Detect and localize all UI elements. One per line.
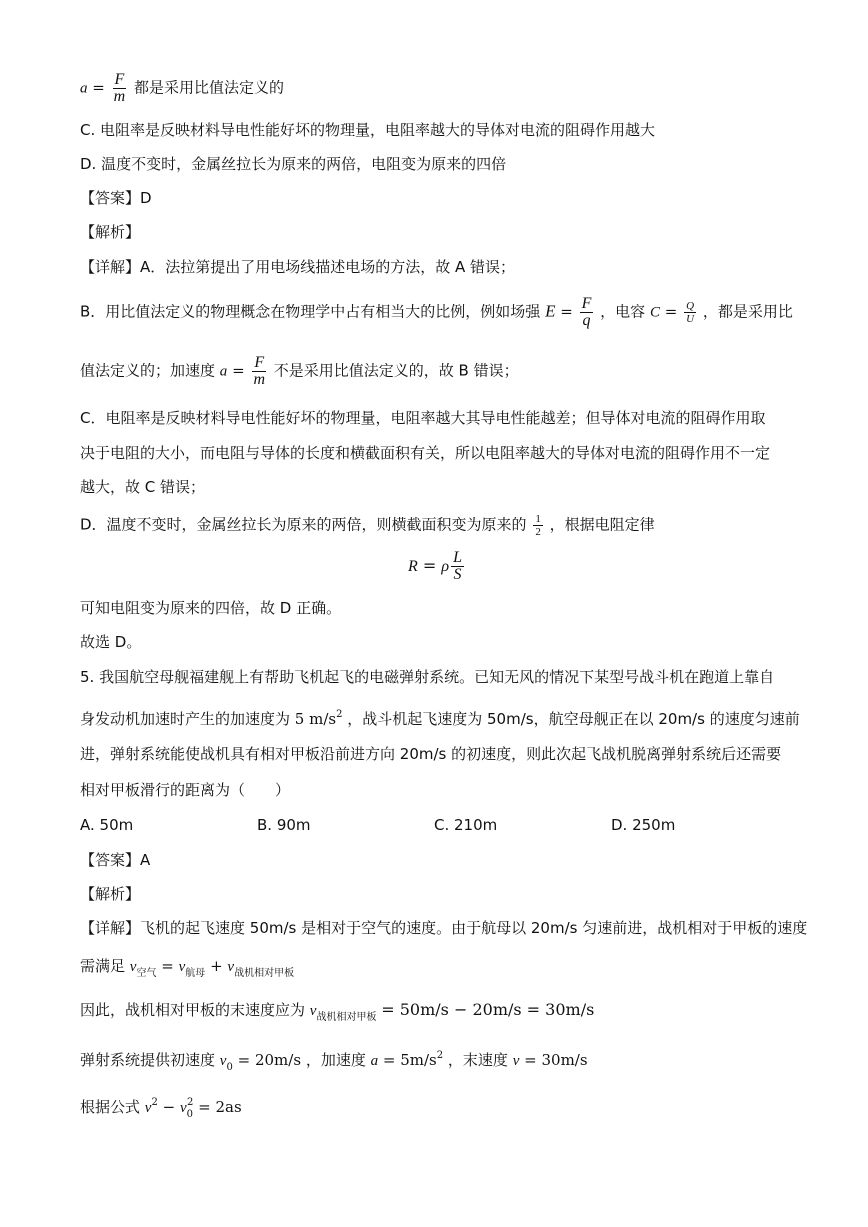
- answer-label-2: 【答案】A: [80, 851, 151, 869]
- question-5-line-2: 身发动机加速时产生的加速度为 5 $m/s^2$ ，战斗机起飞速度为 50m/s，航空母舰正在以 20m/s 的速度匀速前: [80, 709, 800, 728]
- fraction-l-over-s: $\frac{L}{S}$: [453, 549, 462, 583]
- detail-d-line-1: D．温度不变时，金属丝拉长为原来的两倍，则横截面积变为原来的 $\frac{1}{2}$ ，根据电阻定律: [80, 513, 655, 538]
- math-accel: 5 m/s: [294, 710, 337, 728]
- detail-a: 【详解】A．法拉第提出了用电场线描述电场的方法，故 A 错误；: [80, 258, 516, 276]
- analysis-label-1: 【解析】: [80, 223, 141, 241]
- math-c: C: [649, 304, 660, 321]
- detail-q5-line-3: 因此，战机相对甲板的末速度应为 $v_{战机相对甲板} = 50m/s - 20m/s = 30m/s$: [80, 1000, 595, 1023]
- option-c-original: C. 电阻率是反映材料导电性能好坏的物理量，电阻率越大的导体对电流的阻碍作用越大: [80, 121, 656, 139]
- option-b: B. 90m: [257, 816, 311, 834]
- choice-d-selected: 故选 D。: [80, 633, 142, 651]
- detail-q5-line-2: 需满足 $v_{空气} = v_{航母} + v_{战机相对甲板}$: [80, 957, 295, 979]
- detail-q5-line-5: 根据公式 $v^2 - v_0^2 = 2as$: [80, 1097, 242, 1120]
- line-1-text: 都是采用比值法定义的: [133, 78, 284, 97]
- detail-c-line-3: 越大，故 C 错误；: [80, 478, 206, 496]
- detail-c-line-2: 决于电阻的大小，而电阻与导体的长度和横截面积有关，所以电阻率越大的导体对电流的阻碍作用不一定: [80, 444, 771, 462]
- fraction-f-over-q: $\frac{F}{q}$: [581, 295, 592, 329]
- option-d-original: D. 温度不变时，金属丝拉长为原来的两倍，电阻变为原来的四倍: [80, 155, 507, 173]
- detail-d-conclusion: 可知电阻变为原来的四倍，故 D 正确。: [80, 599, 342, 617]
- option-d: D. 250m: [611, 816, 676, 834]
- fraction-q-over-u: $\frac{Q}{U}$: [686, 300, 695, 325]
- fraction-f-over-m: $\frac{F}{m}$: [113, 71, 126, 105]
- fraction-one-half: $\frac{1}{2}$: [535, 513, 541, 538]
- fraction-f-over-m-2: $\frac{F}{m}$: [253, 354, 265, 388]
- math-e: E: [545, 301, 556, 321]
- text-line-1: [80, 72, 284, 105]
- math-a: a: [80, 80, 88, 97]
- resistance-formula: R = ρ $\frac{L}{S}$: [408, 549, 462, 583]
- question-5-line-1: 5. 我国航空母舰福建舰上有帮助飞机起飞的电磁弹射系统。已知无风的情况下某型号战斗机在跑道上靠自: [80, 668, 775, 686]
- option-c: C. 210m: [434, 816, 498, 834]
- analysis-label-2: 【解析】: [80, 885, 141, 903]
- detail-q5-line-4: 弹射系统提供初速度 $v_0 = 20m/s$ ，加速度 $a = 5m/s^2$ ，末速度 v = 30m/s: [80, 1050, 588, 1073]
- question-5-line-3: 进，弹射系统能使战机具有相对甲板沿前进方向 20m/s 的初速度，则此次起飞战机脱离弹射系统后还需要: [80, 745, 782, 763]
- math-eq: =: [92, 78, 105, 97]
- option-a: A. 50m: [80, 816, 134, 834]
- detail-b-line-1: B．用比值法定义的物理概念在物理学中占有相当大的比例，例如场强 E = $\frac{F}{q}$ ，电容 C = $\frac{Q}{U}$ ，都是采用比: [80, 295, 793, 329]
- detail-b-line-2: 值法定义的；加速度 a = $\frac{F}{m}$ 不是采用比值法定义的，故 B 错误；: [80, 354, 519, 388]
- answer-label-1: 【答案】D: [80, 189, 152, 207]
- detail-c-line-1: C．电阻率是反映材料导电性能好坏的物理量，电阻率越大其导电性能越差；但导体对电流的阻碍作用取: [80, 409, 766, 427]
- detail-q5-line-1: 【详解】飞机的起飞速度 50m/s 是相对于空气的速度。由于航母以 20m/s 匀速前进，战机相对于甲板的速度: [80, 919, 808, 937]
- question-5-line-4: 相对甲板滑行的距离为（ ）: [80, 781, 291, 799]
